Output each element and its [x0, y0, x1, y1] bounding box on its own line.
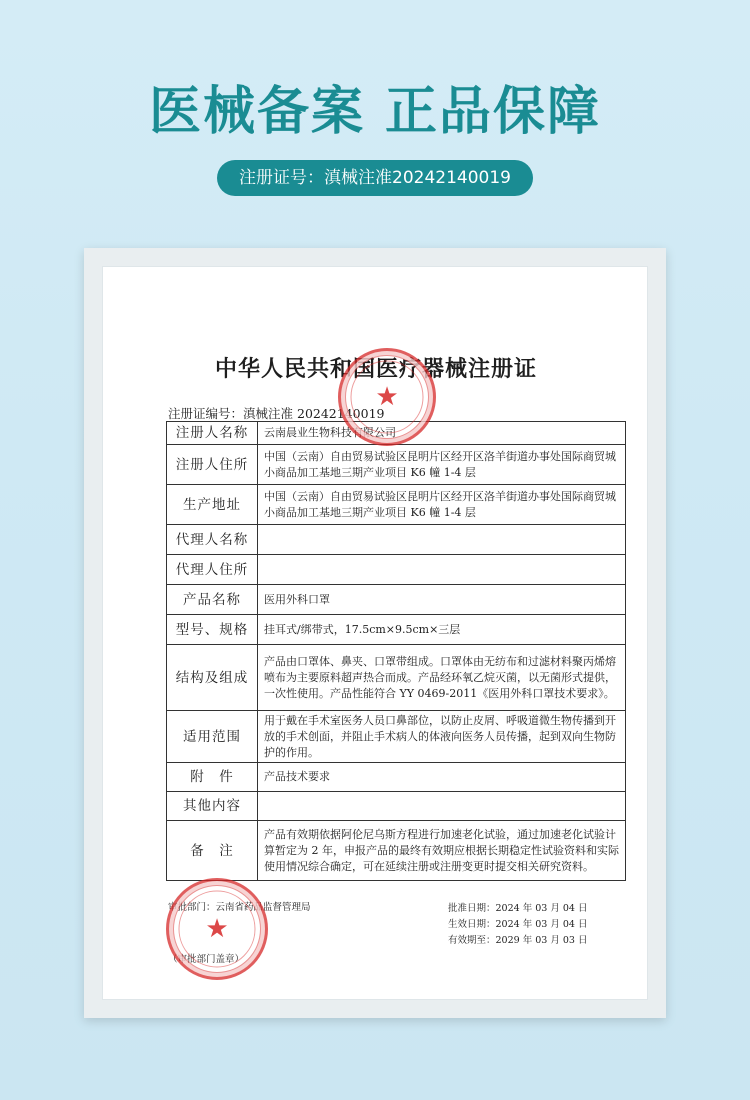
row-value: 产品由口罩体、鼻夹、口罩带组成。口罩体由无纺布和过滤材料聚丙烯熔喷布为主要原料超声热合而成。产品经环氧乙烷灭菌，以无菌形式提供，一次性使用。产品性能符合 YY 0469-2011《医用外科口罩技术要求》。: [258, 645, 626, 711]
stamp-ring-icon: [169, 881, 265, 977]
official-stamp-top: [338, 348, 436, 446]
certificate-number-value: 滇械注准 20242140019: [243, 406, 385, 421]
authority-value: 云南省药品监督管理局: [215, 902, 311, 913]
row-label: 代理人名称: [167, 525, 258, 555]
table-row: [167, 615, 626, 645]
table-row: [167, 645, 626, 711]
certificate-title: 中华人民共和国医疗器械注册证: [214, 356, 537, 382]
row-label: 注册人名称: [167, 422, 258, 445]
row-value: [258, 525, 626, 555]
row-value: [258, 555, 626, 585]
row-label: 备 注: [167, 821, 258, 881]
stamp-ring-icon: [341, 351, 433, 443]
effective-date: 生效日期：2024 年 03 月 04 日: [448, 919, 588, 930]
row-value: 云南晨业生物科技有限公司: [258, 422, 626, 445]
row-label: 型号、规格: [167, 615, 258, 645]
stamp-star-icon: ★: [205, 914, 229, 944]
row-label: 生产地址: [167, 485, 258, 525]
row-value: 产品有效期依据阿伦尼乌斯方程进行加速老化试验，通过加速老化试验计算暂定为 2 年，申报产品的最终有效期应根据长期稳定性试验资料和实际使用情况综合确定，可在延续注册或注册变更时提交相关研究资料。: [258, 821, 626, 881]
approval-date: 批准日期：2024 年 03 月 04 日: [448, 903, 588, 914]
authority-label: 审批部门：: [168, 902, 216, 913]
row-label: 注册人住所: [167, 445, 258, 485]
table-row: [167, 763, 626, 792]
authority-seal-note: （审批部门盖章）: [168, 954, 245, 965]
row-value: 用于戴在手术室医务人员口鼻部位，以防止皮屑、呼吸道微生物传播到开放的手术创面，并阻止手术病人的体液向医务人员传播，起到双向生物防护的作用。: [258, 711, 626, 763]
table-row: [167, 711, 626, 763]
official-stamp-bottom: [166, 878, 268, 980]
row-label: 适用范围: [167, 711, 258, 763]
row-label: 产品名称: [167, 585, 258, 615]
table-row: [167, 585, 626, 615]
certificate-mat: [102, 266, 648, 1000]
certificate-table: [166, 421, 626, 881]
table-row: [167, 821, 626, 881]
certificate-number-label: 注册证编号：: [168, 406, 244, 421]
row-value: 中国（云南）自由贸易试验区昆明片区经开区洛羊街道办事处国际商贸城小商品加工基地三期产业项目 K6 幢 1-4 层: [258, 445, 626, 485]
table-row: [167, 792, 626, 821]
table-row: [167, 445, 626, 485]
row-value: 挂耳式/绑带式，17.5cm×9.5cm×三层: [258, 615, 626, 645]
stamp-star-icon: ★: [375, 382, 399, 412]
row-value: 医用外科口罩: [258, 585, 626, 615]
row-value: 产品技术要求: [258, 763, 626, 792]
row-label: 附 件: [167, 763, 258, 792]
row-label: 结构及组成: [167, 645, 258, 711]
row-label: 代理人住所: [167, 555, 258, 585]
page-headline: 医械备案 正品保障: [148, 82, 602, 142]
certificate-frame: [84, 248, 666, 1018]
certificate-document: [126, 286, 626, 976]
table-row: [167, 485, 626, 525]
expiry-date: 有效期至：2029 年 03 月 03 日: [448, 935, 588, 946]
row-value: [258, 792, 626, 821]
table-row: [167, 555, 626, 585]
registration-badge: 注册证号：滇械注准20242140019: [217, 160, 533, 196]
row-value: 中国（云南）自由贸易试验区昆明片区经开区洛羊街道办事处国际商贸城小商品加工基地三期产业项目 K6 幢 1-4 层: [258, 485, 626, 525]
row-label: 其他内容: [167, 792, 258, 821]
table-row: [167, 525, 626, 555]
